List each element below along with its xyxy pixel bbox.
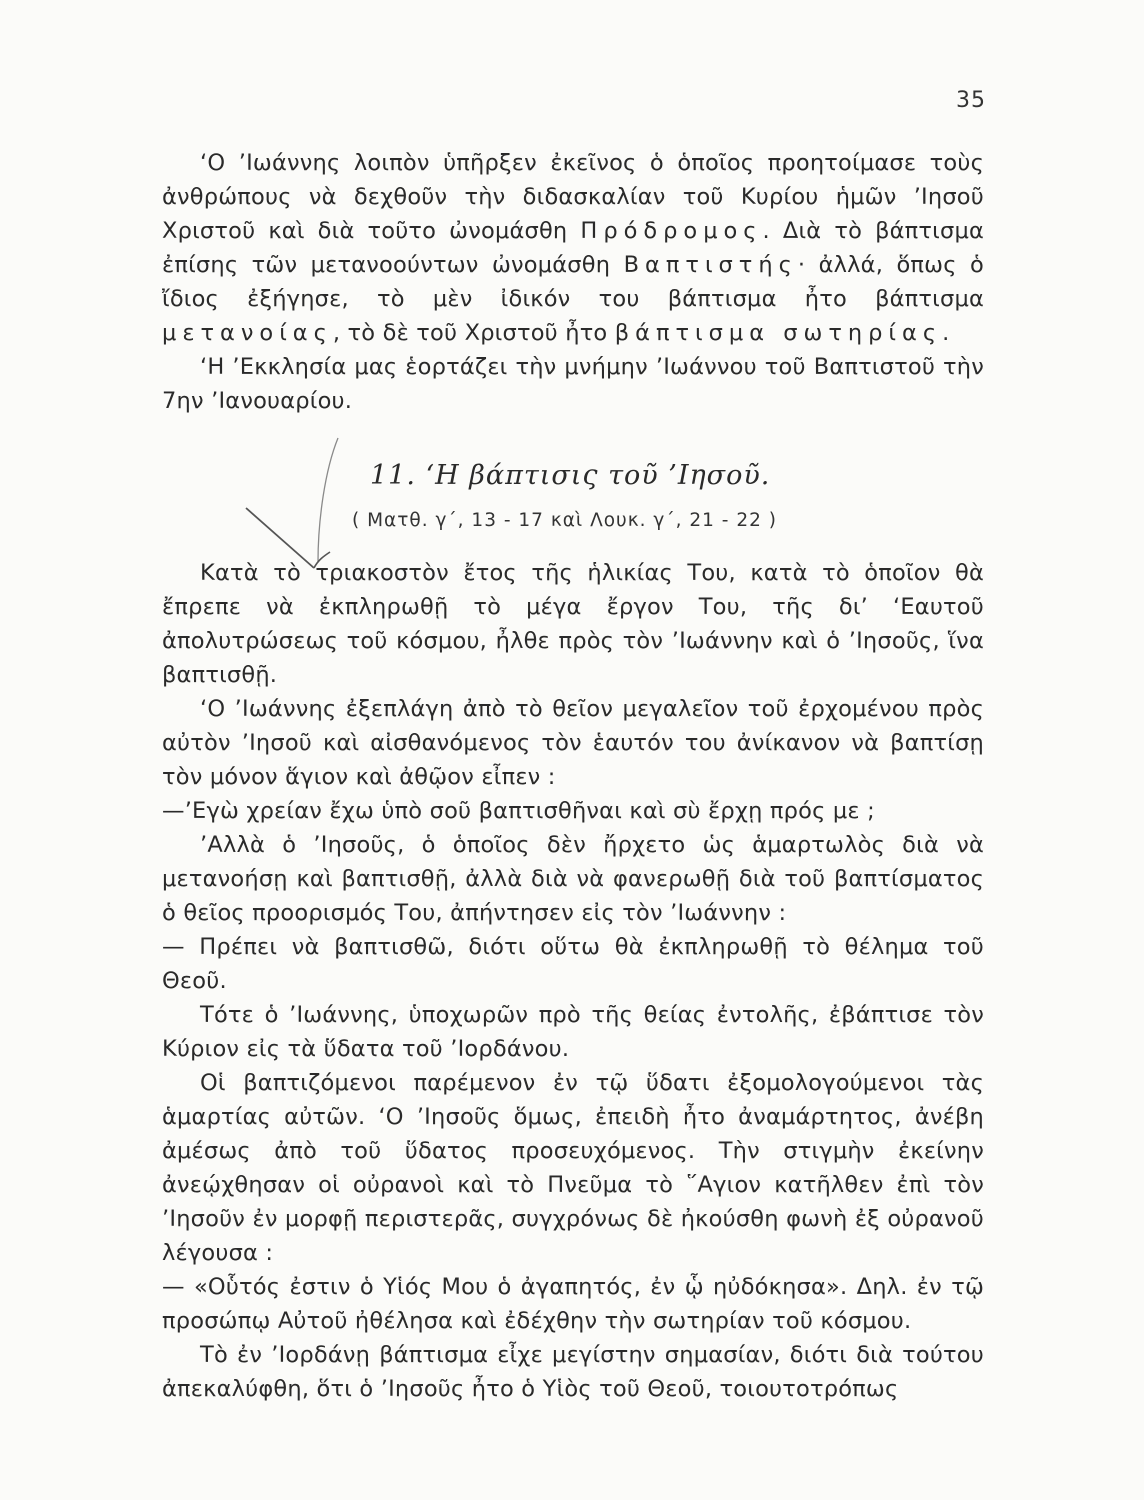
text-run: . [942,320,950,346]
body-paragraph-3: —’Εγὼ χρείαν ἔχω ὑπὸ σοῦ βαπτισθῆναι καὶ σὺ ἔρχῃ πρός με ; [162,798,875,824]
section-title: 11. ‘Η βάπτισις τοῦ ’Ιησοῦ. [370,460,771,491]
intro-paragraph-2: ‘Η ’Εκκλησία μας ἑορτάζει τὴν μνήμην ’Ιωάννου τοῦ Βαπτιστοῦ τὴν 7ην ’Ιανουαρίου. [162,354,984,414]
body-paragraph-9: Τὸ ἐν ’Ιορδάνῃ βάπτισμα εἶχε μεγίστην σημασίαν, διότι διὰ τούτου ἀπεκαλύφθη, ὅτι ὁ ’Ιησοῦς ἦτο ὁ Υἱὸς τοῦ Θεοῦ, τοιουτοτρόπως [162,1342,984,1402]
body-paragraph-1: Κατὰ τὸ τριακοστὸν ἔτος τῆς ἡλικίας Του, κατὰ τὸ ὁποῖον θὰ ἔπρεπε νὰ ἐκπληρωθῇ τὸ μέγα ἔργον Του, τῆς δι’ ‘Εαυτοῦ ἀπολυτρώσεως τοῦ κόσμου, ἦλθε πρὸς τὸν ’Ιωάννην καὶ ὁ ’Ιησοῦς, ἵνα βαπτισθῇ. [162,560,984,688]
scripture-reference: ( Ματθ. γ΄, 13 - 17 καὶ Λουκ. γ΄, 21 - 22 ) [352,510,777,531]
spaced-term-soterias: βάπτισμα σωτηρίας [614,320,943,346]
text-run: . Διὰ τὸ βάπτισμα ἐπίσης τῶν μετανοούντων ὠνομάσθη [162,218,984,278]
text-run: ‘Ο ’Ιωάννης λοιπὸν ὑπῆρξεν ἐκεῖνος ὁ ὁποῖος προητοίμασε τοὺς ἀνθρώπους νὰ δεχθοῦν τὴν διδασκαλίαν τοῦ Κυρίου ἡμῶν ’Ιησοῦ Χριστοῦ καὶ διὰ τοῦτο ὠνομάσθη [162,150,984,244]
body-paragraph-4: ’Αλλὰ ὁ ’Ιησοῦς, ὁ ὁποῖος δὲν ἤρχετο ὡς ἁμαρτωλὸς διὰ νὰ μετανοήσῃ καὶ βαπτισθῇ, ἀλλὰ διὰ νὰ φανερωθῇ διὰ τοῦ βαπτίσματος ὁ θεῖος προορισμός Του, ἀπήντησεν εἰς τὸν ’Ιωάννην : [162,832,984,926]
main-text [162,556,984,1406]
spaced-term-prodromos: Πρόδρομος [580,218,763,244]
body-paragraph-5: — Πρέπει νὰ βαπτισθῶ, διότι οὕτω θὰ ἐκπληρωθῇ τὸ θέλημα τοῦ Θεοῦ. [162,934,984,994]
intro-block [162,146,984,418]
page-number: 35 [956,88,986,113]
body-paragraph-2: ‘Ο ’Ιωάννης ἐξεπλάγη ἀπὸ τὸ θεῖον μεγαλεῖον τοῦ ἐρχομένου πρὸς αὐτὸν ’Ιησοῦ καὶ αἰσθανόμενος τὸν ἑαυτόν του ἀνίκανον νὰ βαπτίσῃ τὸν μόνον ἅγιον καὶ ἀθῷον εἶπεν : [162,696,984,790]
body-paragraph-7: Οἱ βαπτιζόμενοι παρέμενον ἐν τῷ ὕδατι ἐξομολογούμενοι τὰς ἁμαρτίας αὐτῶν. ‘Ο ’Ιησοῦς ὅμως, ἐπειδὴ ἦτο ἀναμάρτητος, ἀνέβη ἀμέσως ἀπὸ τοῦ ὕδατος προσευχόμενος. Τὴν στιγμὴν ἐκείνην ἀνεῴχθησαν οἱ οὐρανοὶ καὶ τὸ Πνεῦμα τὸ ῞Αγιον κατῆλθεν ἐπὶ τὸν ’Ιησοῦν ἐν μορφῇ περιστερᾶς, συγχρόνως δὲ ἠκούσθη φωνὴ ἐξ οὐρανοῦ λέγουσα : [162,1070,984,1266]
text-run: · ἀλλά, ὅπως ὁ ἴδιος ἐξήγησε, τὸ μὲν ἰδικόν του βάπτισμα ἦτο βάπτισμα [162,252,984,312]
spaced-term-metanoias: μετανοίας [162,320,333,346]
intro-paragraph-1 [162,146,984,350]
body-paragraph-8: — «Οὗτός ἐστιν ὁ Υἱός Μου ὁ ἀγαπητός, ἐν ᾧ ηὐδόκησα». Δηλ. ἐν τῷ προσώπῳ Αὐτοῦ ἠθέλησα καὶ ἐδέχθην τὴν σωτηρίαν τοῦ κόσμου. [162,1274,984,1334]
spaced-term-baptistis: Βαπτιστής [623,252,798,278]
body-paragraph-6: Τότε ὁ ’Ιωάννης, ὑποχωρῶν πρὸ τῆς θείας ἐντολῆς, ἐβάπτισε τὸν Κύριον εἰς τὰ ὕδατα τοῦ ’Ιορδάνου. [162,1002,984,1062]
text-run: , τὸ δὲ τοῦ Χριστοῦ ἦτο [332,320,615,346]
